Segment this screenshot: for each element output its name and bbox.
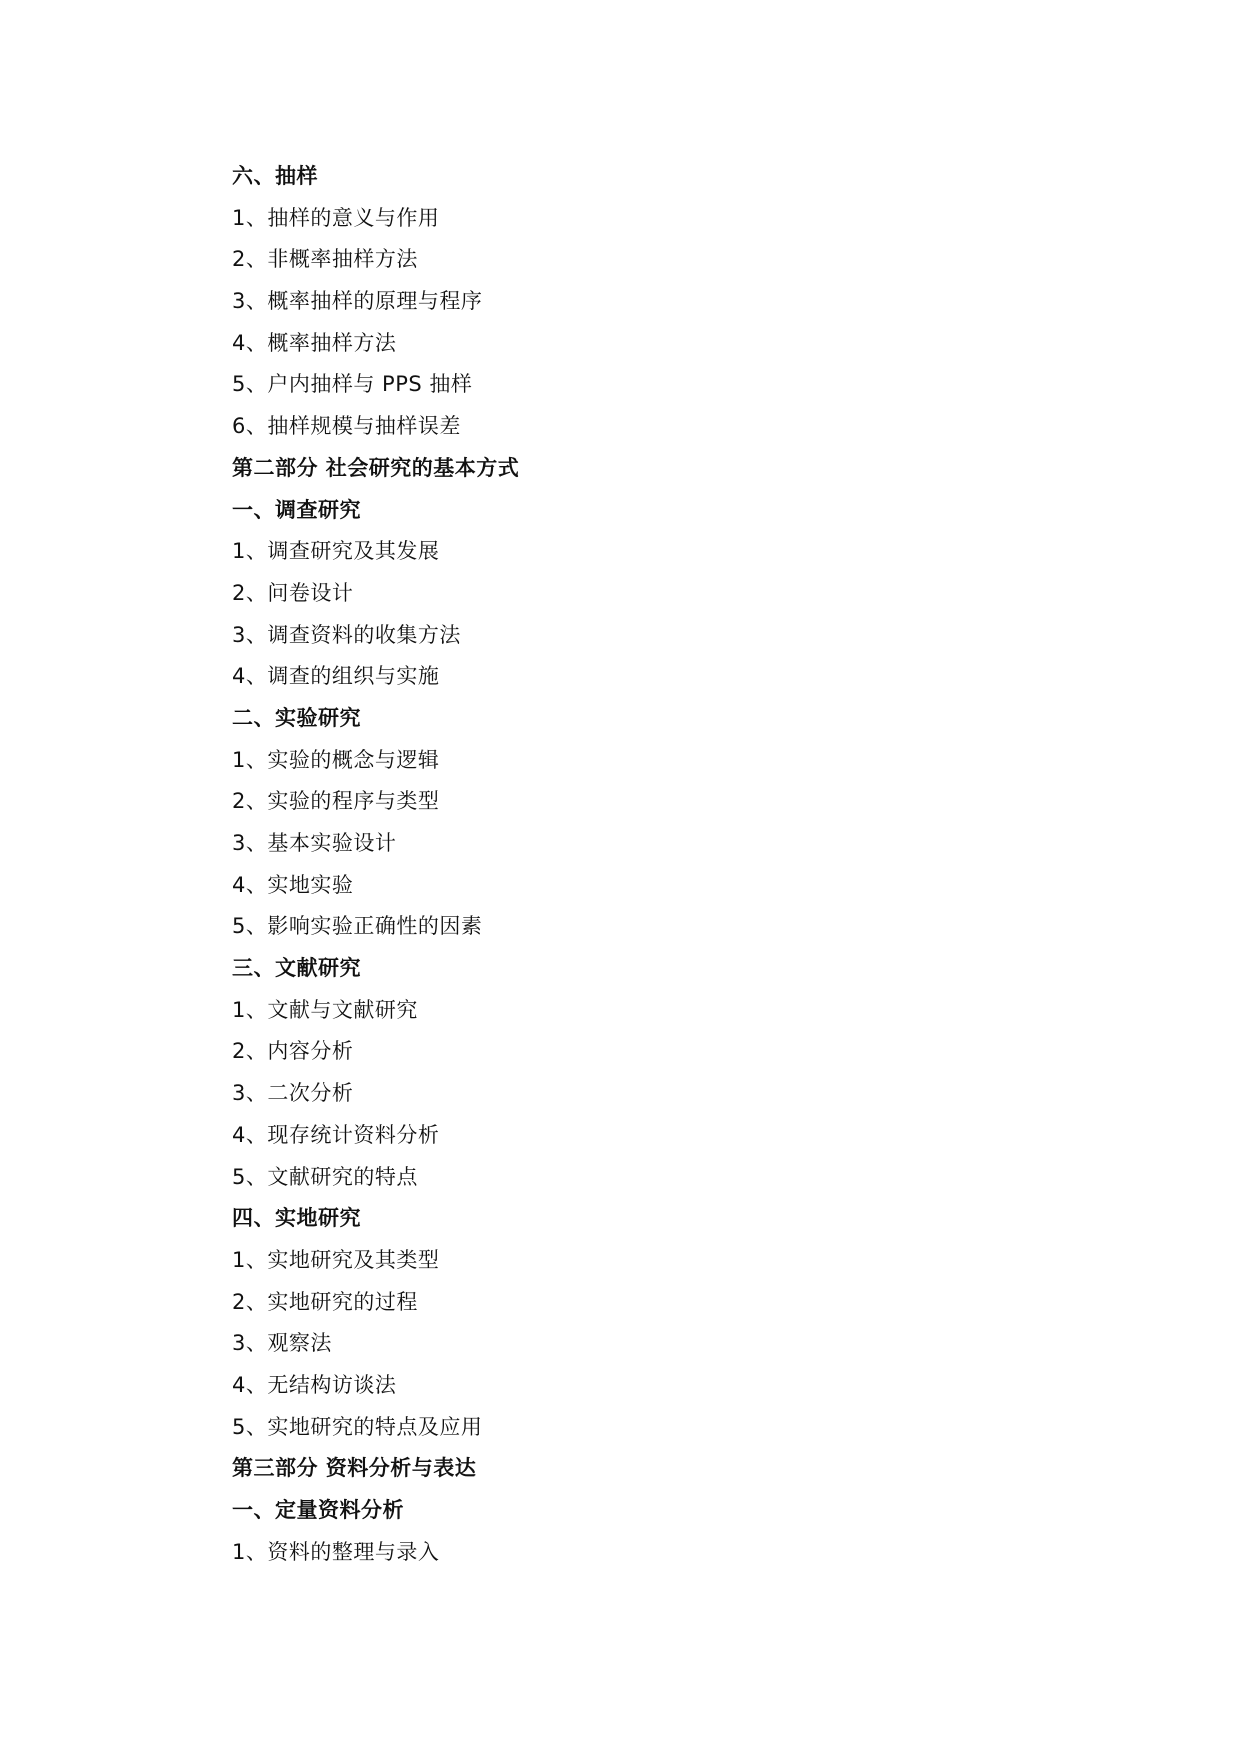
section-heading: 一、定量资料分析 [232, 1498, 404, 1522]
outline-item: 4、概率抽样方法 [232, 330, 397, 355]
outline-item: 2、实地研究的过程 [232, 1289, 418, 1314]
outline-item: 3、基本实验设计 [232, 831, 397, 855]
outline-item: 1、实地研究及其类型 [232, 1247, 440, 1272]
outline-item: 5、户内抽样与 PPS 抽样 [232, 372, 473, 397]
section-heading: 一、调查研究 [232, 497, 361, 522]
outline-item: 2、实验的程序与类型 [232, 789, 440, 814]
section-heading: 四、实地研究 [232, 1206, 361, 1231]
outline-item: 5、影响实验正确性的因素 [232, 914, 483, 939]
section-heading: 六、抽样 [232, 164, 318, 188]
outline-item: 3、观察法 [232, 1331, 332, 1356]
section-heading: 二、实验研究 [232, 705, 361, 730]
outline-item: 2、问卷设计 [232, 580, 354, 605]
outline-item: 6、抽样规模与抽样误差 [232, 414, 461, 439]
outline-item: 3、调查资料的收集方法 [232, 622, 461, 647]
section-heading: 第二部分 社会研究的基本方式 [232, 455, 520, 480]
outline-item: 4、实地实验 [232, 872, 354, 897]
outline-item: 3、二次分析 [232, 1081, 354, 1106]
section-heading: 第三部分 资料分析与表达 [232, 1456, 477, 1481]
outline-item: 4、现存统计资料分析 [232, 1122, 440, 1147]
outline-item: 5、文献研究的特点 [232, 1164, 418, 1189]
outline-item: 1、资料的整理与录入 [232, 1539, 440, 1564]
section-heading: 三、文献研究 [232, 956, 361, 981]
outline-list [232, 156, 1032, 1573]
outline-item: 5、实地研究的特点及应用 [232, 1414, 483, 1439]
outline-item: 3、概率抽样的原理与程序 [232, 289, 483, 314]
outline-item: 1、抽样的意义与作用 [232, 205, 440, 230]
outline-item: 2、内容分析 [232, 1039, 354, 1064]
outline-item: 1、实验的概念与逻辑 [232, 747, 440, 772]
outline-item: 4、无结构访谈法 [232, 1372, 397, 1397]
outline-item: 2、非概率抽样方法 [232, 247, 418, 272]
outline-item: 4、调查的组织与实施 [232, 664, 440, 689]
outline-item: 1、文献与文献研究 [232, 997, 418, 1022]
outline-item: 1、调查研究及其发展 [232, 539, 440, 564]
